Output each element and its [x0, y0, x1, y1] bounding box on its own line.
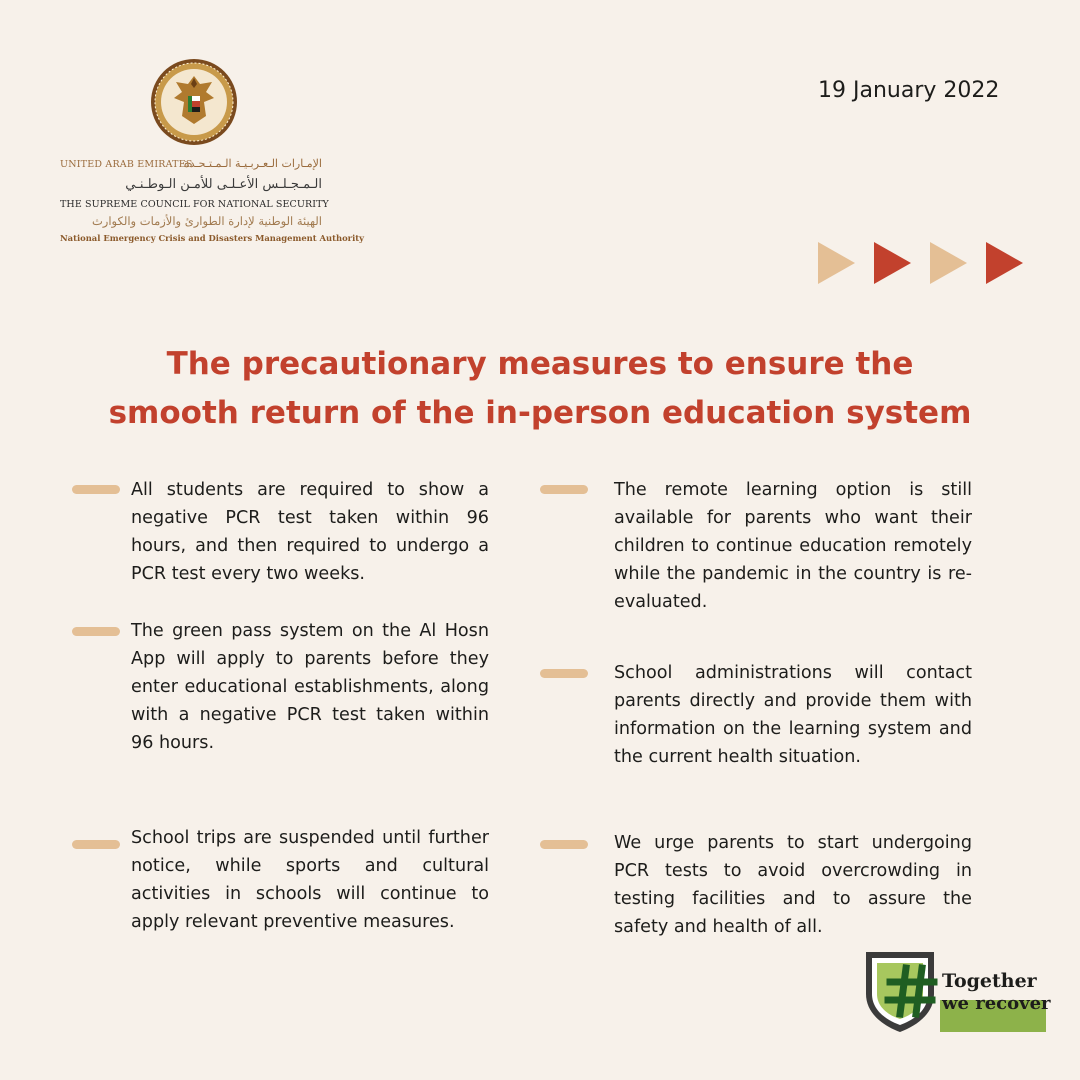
publish-date: 19 January 2022	[818, 78, 1000, 103]
shield-hashtag-icon	[866, 952, 934, 1032]
measure-item: The remote learning option is still available for parents who want their children to continue education remotely while the pandemic in the country is re-evaluated.	[614, 480, 972, 612]
badge-line-1: Together	[942, 970, 1037, 992]
title-line-2: smooth return of the in-person education system	[108, 395, 972, 431]
logo-uae-ar: الإمـارات الـعـربـيـة الـمـتـحـدة	[183, 157, 322, 170]
bullet-bar	[72, 840, 120, 849]
bullet-bar	[72, 627, 120, 636]
logo-council-ar: الـمـجـلـس الأعـلـى للأمـن الـوطـنـي	[125, 177, 322, 192]
triangle-arrow-icon	[874, 242, 911, 284]
logo-ncema-en: National Emergency Crisis and Disasters Management Authority	[60, 233, 365, 243]
triangle-arrow-icon	[986, 242, 1023, 284]
page-title	[60, 340, 1020, 438]
triangle-arrow-icon	[930, 242, 967, 284]
bullet-bar	[72, 485, 120, 494]
measure-item: School administrations will contact parents directly and provide them with information on the learning system and the current health situation.	[614, 663, 972, 767]
bullet-bar	[540, 669, 588, 678]
measure-item: We urge parents to start undergoing PCR tests to avoid overcrowding in testing facilities and to assure the safety and health of all.	[614, 833, 972, 937]
bullet-bar	[540, 485, 588, 494]
badge-line-2: we recover	[942, 993, 1051, 1014]
logo-uae-en: UNITED ARAB EMIRATES	[60, 159, 193, 170]
logo-council-en: THE SUPREME COUNCIL FOR NATIONAL SECURITY	[60, 199, 329, 210]
triangle-arrow-icon	[818, 242, 855, 284]
measure-item: All students are required to show a negative PCR test taken within 96 hours, and then required to undergo a PCR test every two weeks.	[131, 480, 489, 584]
measure-item: School trips are suspended until further notice, while sports and cultural activities in schools will continue to apply relevant preventive measures.	[131, 828, 489, 932]
badge-text	[942, 972, 1051, 1013]
uae-emblem-icon	[150, 58, 238, 146]
title-line-1: The precautionary measures to ensure the	[166, 346, 914, 382]
decorative-arrows	[818, 242, 1028, 284]
logo-ncema-ar: الهيئة الوطنية لإدارة الطوارئ والأزمات والكوارث	[91, 214, 322, 228]
measure-item: The green pass system on the Al Hosn App will apply to parents before they enter educational establishments, along with a negative PCR test taken within 96 hours.	[131, 621, 489, 753]
bullet-bar	[540, 840, 588, 849]
